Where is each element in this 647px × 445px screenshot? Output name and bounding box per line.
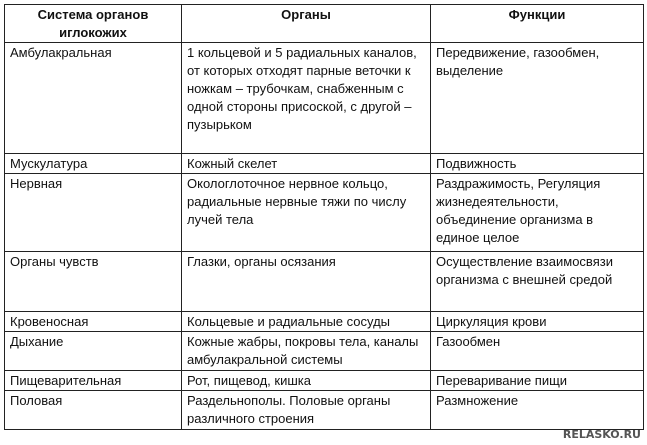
system-cell: Амбулакральная — [5, 43, 182, 154]
header-system: Система органов иглокожих — [5, 5, 182, 43]
functions-cell: Осуществление взаимосвязи организма с внешней средой — [431, 252, 644, 312]
header-organs: Органы — [182, 5, 431, 43]
functions-cell: Подвижность — [431, 154, 644, 174]
organs-cell: Кожные жабры, покровы тела, каналы амбулакральной системы — [182, 332, 431, 371]
system-cell: Дыхание — [5, 332, 182, 371]
functions-cell: Передвижение, газообмен, выделение — [431, 43, 644, 154]
organs-cell: Раздельнополы. Половые органы различного строения — [182, 391, 431, 430]
table-row — [5, 391, 644, 430]
organs-cell: Глазки, органы осязания — [182, 252, 431, 312]
system-cell: Пищеварительная — [5, 371, 182, 391]
organs-cell: Окологлоточное нервное кольцо, радиальные нервные тяжи по числу лучей тела — [182, 174, 431, 252]
system-cell: Нервная — [5, 174, 182, 252]
organs-cell: Кольцевые и радиальные сосуды — [182, 312, 431, 332]
functions-cell: Газообмен — [431, 332, 644, 371]
table-row — [5, 371, 644, 391]
functions-cell: Переваривание пищи — [431, 371, 644, 391]
table-row — [5, 174, 644, 252]
header-functions: Функции — [431, 5, 644, 43]
site-watermark: RELASKO.RU — [562, 428, 641, 441]
functions-cell: Раздражимость, Регуляция жизнедеятельности, объединение организма в единое целое — [431, 174, 644, 252]
system-cell: Органы чувств — [5, 252, 182, 312]
organs-cell: Кожный скелет — [182, 154, 431, 174]
table-row — [5, 252, 644, 312]
echinoderm-organ-systems-table — [4, 4, 644, 430]
functions-cell: Размножение — [431, 391, 644, 430]
table-header-row — [5, 5, 644, 43]
functions-cell: Циркуляция крови — [431, 312, 644, 332]
system-cell: Мускулатура — [5, 154, 182, 174]
system-cell: Кровеносная — [5, 312, 182, 332]
organs-cell: Рот, пищевод, кишка — [182, 371, 431, 391]
table-row — [5, 332, 644, 371]
system-cell: Половая — [5, 391, 182, 430]
table-row — [5, 312, 644, 332]
table-row — [5, 43, 644, 154]
table-row — [5, 154, 644, 174]
organs-cell: 1 кольцевой и 5 радиальных каналов, от которых отходят парные веточки к ножкам – трубочкам, снабженным с одной стороны присоской, с другой – пузырьком — [182, 43, 431, 154]
